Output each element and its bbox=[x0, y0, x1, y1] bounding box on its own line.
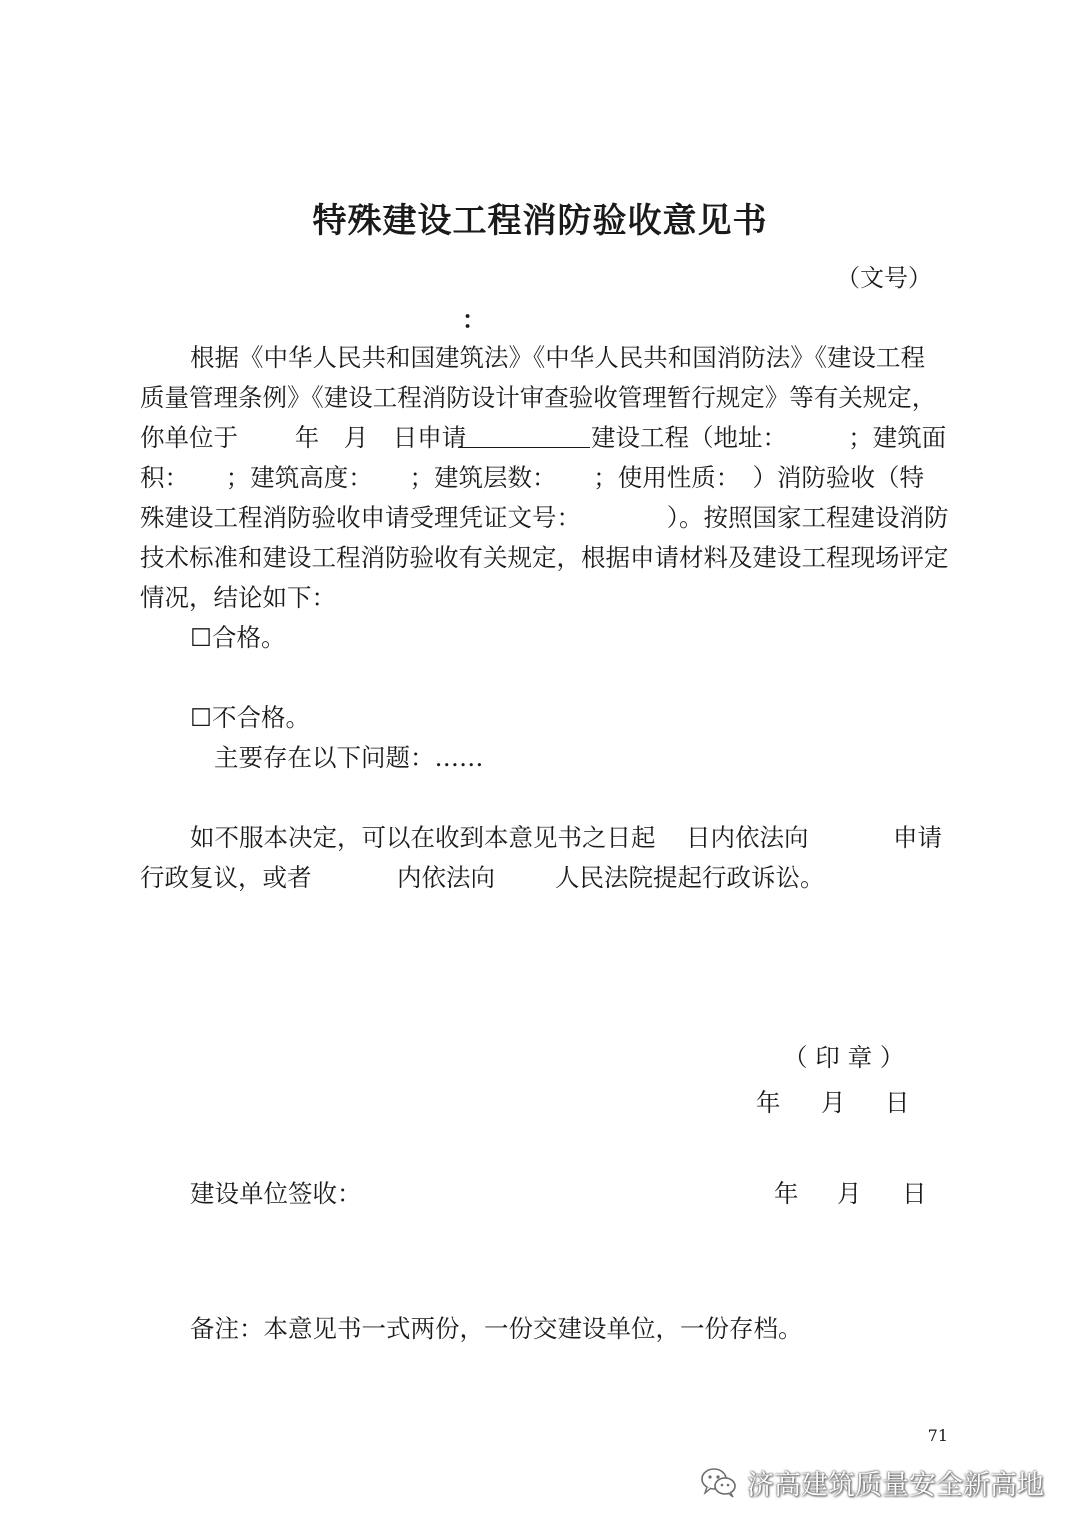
body-line-3-b: 建设工程（地址： ；建筑面 bbox=[591, 423, 947, 452]
seal-month: 月 bbox=[821, 1088, 846, 1117]
receipt-label: 建设单位签收： bbox=[190, 1179, 362, 1208]
appeal-line-2-c: 人民法院提起行政诉讼。 bbox=[555, 863, 825, 892]
appeal-line-2-b: 内依法向 bbox=[397, 863, 495, 892]
body-line-1: 根据《中华人民共和国建筑法》《中华人民共和国消防法》《建设工程 bbox=[190, 343, 925, 372]
watermark-text: 济高建筑质量安全新高地 bbox=[747, 1469, 1044, 1501]
document-title: 特殊建设工程消防验收意见书 bbox=[312, 201, 768, 241]
seal-day: 日 bbox=[885, 1088, 910, 1117]
receipt-year: 年 bbox=[774, 1179, 799, 1208]
pass-checkbox-option[interactable]: ☐合格。 bbox=[190, 623, 286, 652]
seal-label: （ 印 章 ） bbox=[783, 1043, 905, 1072]
wechat-watermark bbox=[699, 1462, 1044, 1502]
seal-year: 年 bbox=[756, 1088, 781, 1117]
fail-checkbox-option[interactable]: ☐不合格。 bbox=[190, 703, 310, 732]
issues-label: 主要存在以下问题：…… bbox=[214, 743, 484, 772]
project-name-blank bbox=[458, 419, 590, 448]
body-line-5: 殊建设工程消防验收申请受理凭证文号： ）。按照国家工程建设消防 bbox=[140, 503, 949, 532]
receipt-day: 日 bbox=[902, 1179, 927, 1208]
body-line-7: 情况，结论如下： bbox=[140, 583, 336, 612]
body-line-6: 技术标准和建设工程消防验收有关规定，根据申请材料及建设工程现场评定 bbox=[140, 543, 949, 572]
appeal-line-2-a: 行政复议，或者 bbox=[140, 863, 312, 892]
receipt-month: 月 bbox=[837, 1179, 862, 1208]
document-number: （文号） bbox=[836, 264, 932, 292]
addressee-colon: ： bbox=[462, 305, 486, 334]
body-line-4: 积： ；建筑高度： ；建筑层数： ；使用性质： ）消防验收（特 bbox=[140, 463, 924, 492]
body-line-2: 质量管理条例》《建设工程消防设计审查验收管理暂行规定》等有关规定， bbox=[140, 383, 937, 412]
appeal-line-1-c: 申请 bbox=[893, 823, 942, 852]
appeal-line-1-b: 日内依法向 bbox=[686, 823, 809, 852]
appeal-line-1-a: 如不服本决定，可以在收到本意见书之日起 bbox=[190, 823, 656, 852]
wechat-icon bbox=[699, 1465, 739, 1499]
note-text: 备注：本意见书一式两份，一份交建设单位，一份存档。 bbox=[190, 1314, 803, 1343]
page-number: 71 bbox=[927, 1426, 948, 1445]
body-line-3-a: 你单位于 年 月 日申请 bbox=[140, 423, 467, 452]
